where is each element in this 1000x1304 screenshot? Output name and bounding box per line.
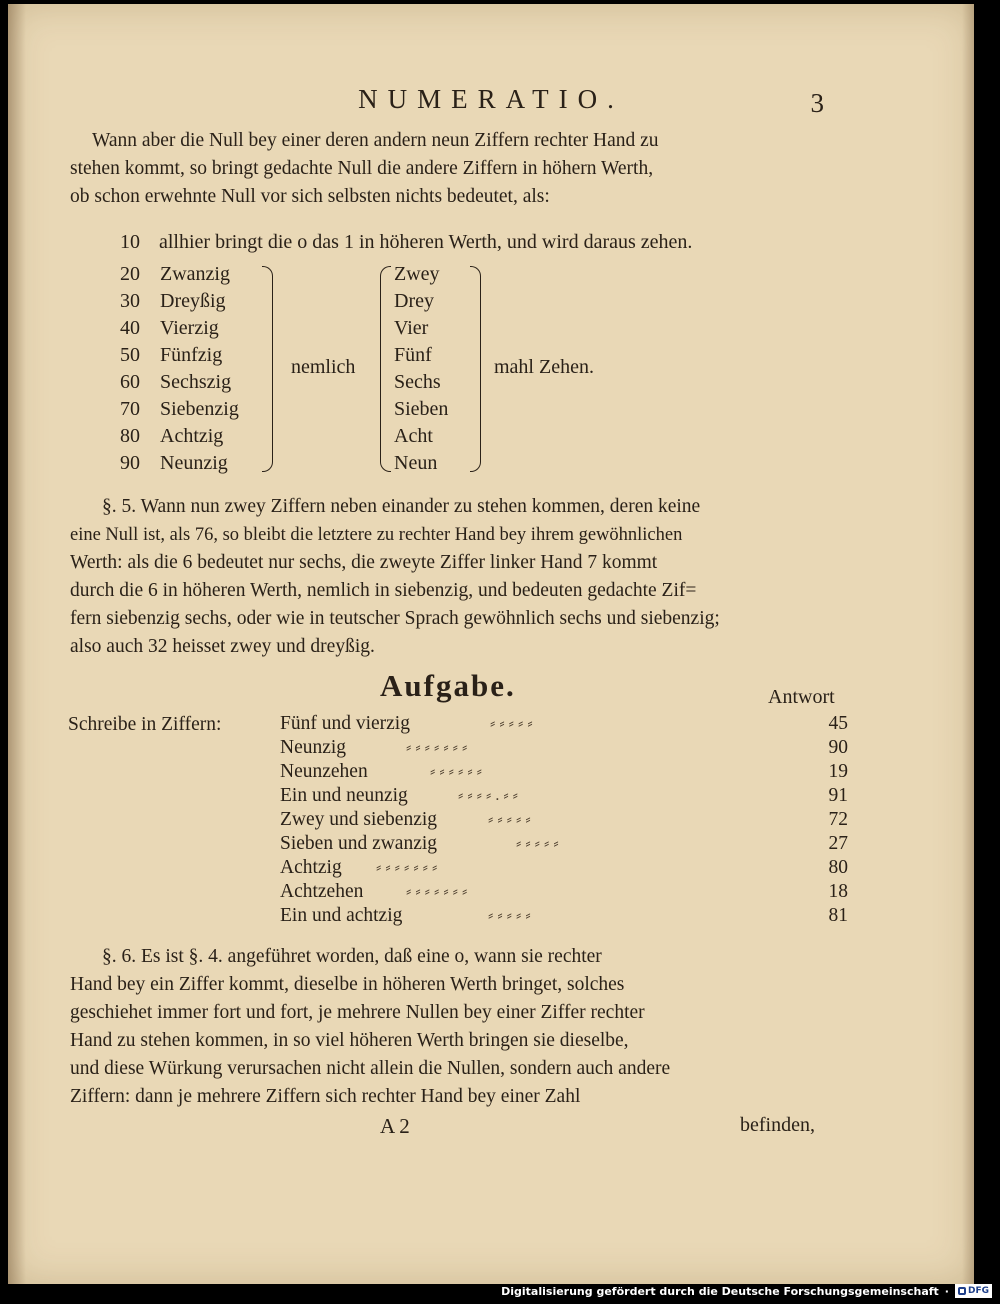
left-brace xyxy=(380,266,391,472)
section6-line-4: Hand zu stehen kommen, in so viel höheren Werth bringen sie dieselbe, xyxy=(70,1030,629,1051)
section5-line-2: eine Null ist, als 76, so bleibt die letztere zu rechter Hand bey ihrem gewöhnlichen xyxy=(70,525,683,545)
ten-number: 10 xyxy=(120,231,140,253)
exercise-item xyxy=(280,784,850,808)
tens-row: 20 Zwanzig xyxy=(120,263,230,285)
exercise-item xyxy=(280,736,850,760)
exercise-words: Achtzehen xyxy=(280,881,364,902)
multiplier-list xyxy=(394,261,448,477)
exercise-words: Zwey und siebenzig xyxy=(280,809,438,830)
exercise-item xyxy=(280,904,850,928)
tens-row: 50 Fünfzig xyxy=(120,344,223,366)
exercise-answer: 90 xyxy=(828,737,848,758)
connector-word: nemlich xyxy=(291,356,356,378)
exercise-answer: 72 xyxy=(828,809,848,830)
exercise-title: Aufgabe. xyxy=(380,668,516,703)
tens-row: 60 Sechszig xyxy=(120,371,232,393)
page-gutter-shadow xyxy=(8,4,26,1284)
multiplier-item: Sechs xyxy=(394,371,441,393)
ten-line xyxy=(120,229,692,255)
exercise-item xyxy=(280,856,850,880)
multiplier-suffix: mahl Zehen. xyxy=(494,356,594,378)
exercise-item xyxy=(280,760,850,784)
exercise-answer: 27 xyxy=(828,833,848,854)
digitization-footer: Digitalisierung gefördert durch die Deutsche Forschungsgemeinschaft · DFG xyxy=(501,1282,992,1300)
intro-line-2: stehen kommt, so bringt gedachte Null die andere Ziffern in höhern Werth, xyxy=(70,158,654,179)
exercise-answer: 19 xyxy=(828,761,848,782)
ten-text: allhier bringt die o das 1 in höheren Werth, und wird daraus zehen. xyxy=(159,231,693,253)
footer-credit-text: Digitalisierung gefördert durch die Deutsche Forschungsgemeinschaft xyxy=(501,1284,939,1298)
exercise-words: Ein und achtzig xyxy=(280,905,403,926)
intro-line-1: Wann aber die Null bey einer deren andern neun Ziffern rechter Hand zu xyxy=(92,130,659,151)
exercise-item xyxy=(280,808,850,832)
multiplier-item: Acht xyxy=(394,425,433,447)
section5-line-4: durch die 6 in höheren Werth, nemlich in siebenzig, und bedeuten gedachte Zif= xyxy=(70,580,697,601)
exercise-list xyxy=(280,712,850,928)
multiplier-item: Zwey xyxy=(394,263,440,285)
section6-line-5: und diese Würkung verursachen nicht allein die Nullen, sondern auch andere xyxy=(70,1058,671,1079)
book-page xyxy=(8,4,974,1284)
exercise-item xyxy=(280,832,850,856)
multiplier-item: Sieben xyxy=(394,398,449,420)
leader-dots: ⸗ ⸗ ⸗ ⸗ ⸗ ⸗ xyxy=(430,763,482,780)
leader-dots: ⸗ ⸗ ⸗ ⸗ . ⸗ ⸗ xyxy=(458,787,518,804)
section6-line-6: Ziffern: dann je mehrere Ziffern sich rechter Hand bey einer Zahl xyxy=(70,1086,581,1107)
intro-line-3: ob schon erwehnte Null vor sich selbsten nichts bedeutet, als: xyxy=(70,186,550,207)
page-edge-shadow xyxy=(962,4,974,1284)
exercise-answer: 45 xyxy=(828,713,848,734)
tens-row: 90 Neunzig xyxy=(120,452,228,474)
answer-header: Antwort xyxy=(768,686,835,708)
tens-row: 80 Achtzig xyxy=(120,425,224,447)
section5-line-6: also auch 32 heisset zwey und dreyßig. xyxy=(70,636,375,657)
exercise-words: Sieben und zwanzig xyxy=(280,833,438,854)
exercise-item xyxy=(280,880,850,904)
exercise-words: Neunzig xyxy=(280,737,347,758)
exercise-words: Ein und neunzig xyxy=(280,785,408,806)
section5-line-5: fern siebenzig sechs, oder wie in teutscher Sprach gewöhnlich sechs und siebenzig; xyxy=(70,608,720,629)
section6-line-3: geschiehet immer fort und fort, je mehrere Nullen bey einer Ziffer rechter xyxy=(70,1002,645,1023)
signature-mark: A 2 xyxy=(380,1114,410,1138)
section6-line-2: Hand bey ein Ziffer kommt, dieselbe in höheren Werth bringet, solches xyxy=(70,974,625,995)
exercise-answer: 18 xyxy=(828,881,848,902)
leader-dots: ⸗ ⸗ ⸗ ⸗ ⸗ xyxy=(516,835,559,852)
dfg-logo-icon xyxy=(955,1284,992,1298)
exercise-answer: 91 xyxy=(828,785,848,806)
dfg-logo-text: DFG xyxy=(967,1286,989,1296)
multiplier-item: Fünf xyxy=(394,344,432,366)
leader-dots: ⸗ ⸗ ⸗ ⸗ ⸗ ⸗ ⸗ xyxy=(406,883,468,900)
exercise-words: Fünf und vierzig xyxy=(280,713,410,734)
running-head: NUMERATIO. xyxy=(358,84,624,114)
tens-row: 40 Vierzig xyxy=(120,317,219,339)
multiplier-item: Neun xyxy=(394,452,438,474)
section5-line-3: Werth: als die 6 bedeutet nur sechs, die zweyte Ziffer linker Hand 7 kommt xyxy=(70,552,658,573)
section5-line-1: §. 5. Wann nun zwey Ziffern neben einander zu stehen kommen, deren keine xyxy=(102,496,701,517)
exercise-answer: 80 xyxy=(828,857,848,878)
catchword: befinden, xyxy=(740,1114,815,1136)
tens-row: 70 Siebenzig xyxy=(120,398,239,420)
page-number: 3 xyxy=(810,88,824,118)
multiplier-item: Drey xyxy=(394,290,434,312)
leader-dots: ⸗ ⸗ ⸗ ⸗ ⸗ ⸗ ⸗ xyxy=(406,739,468,756)
exercise-answer: 81 xyxy=(828,905,848,926)
leader-dots: ⸗ ⸗ ⸗ ⸗ ⸗ xyxy=(490,715,533,732)
exercise-words: Neunzehen xyxy=(280,761,368,782)
right-brace xyxy=(262,266,273,472)
exercise-item xyxy=(280,712,850,736)
leader-dots: ⸗ ⸗ ⸗ ⸗ ⸗ xyxy=(488,811,531,828)
exercise-instruction: Schreibe in Ziffern: xyxy=(68,714,222,735)
exercise-words: Achtzig xyxy=(280,857,342,878)
section6-line-1: §. 6. Es ist §. 4. angeführet worden, daß eine o, wann sie rechter xyxy=(102,946,602,967)
leader-dots: ⸗ ⸗ ⸗ ⸗ ⸗ xyxy=(488,907,531,924)
leader-dots: ⸗ ⸗ ⸗ ⸗ ⸗ ⸗ ⸗ xyxy=(376,859,438,876)
right-brace xyxy=(470,266,481,472)
tens-row: 30 Dreyßig xyxy=(120,290,226,312)
tens-number-list xyxy=(120,261,239,477)
multiplier-item: Vier xyxy=(394,317,429,339)
